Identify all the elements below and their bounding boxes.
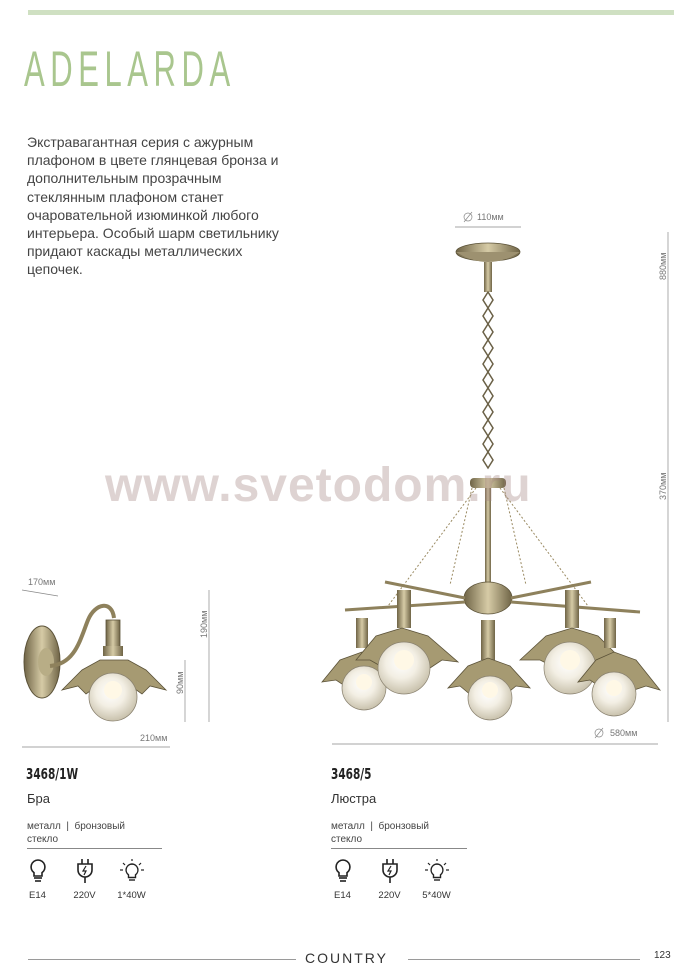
chandelier-divider	[331, 848, 467, 849]
chandelier-min-height-label: 370мм	[658, 472, 668, 500]
wall-lamp-voltage-label: 220V	[73, 890, 96, 901]
watermark: www.svetodom.ru	[105, 459, 532, 512]
footer-section-name: COUNTRY	[305, 950, 388, 966]
chandelier-type: Люстра	[331, 791, 377, 806]
chandelier-voltage-label: 220V	[378, 890, 401, 901]
chandelier-diameter-label: 580мм	[610, 728, 638, 738]
plug-icon	[75, 858, 95, 884]
chandelier-socket-label: E14	[334, 890, 351, 901]
wall-lamp-specs	[14, 858, 155, 901]
wall-lamp-power-label: 1*40W	[117, 890, 146, 901]
chandelier-spec-socket	[319, 858, 366, 901]
chandelier-canopy-label: 110мм	[477, 212, 504, 222]
series-description: Экстравагантная серия с ажурным плафоном в цвете глянцевая бронза и дополнительным прозрачным стеклянным плафоном станет очаровательной изюминкой любого интерьера. Особый шарм светильнику придают каскады металлических цепочек.	[27, 134, 279, 278]
chandelier-power-label: 5*40W	[422, 890, 451, 901]
wall-lamp-spec-socket	[14, 858, 61, 901]
bulb-icon	[28, 858, 48, 884]
wall-lamp-material-line1: металл | бронзовый	[27, 821, 126, 832]
footer-rule-right	[408, 959, 640, 960]
lamp-power-icon	[119, 858, 145, 884]
chandelier-specs	[319, 858, 460, 901]
chandelier-max-height-label: 880мм	[658, 252, 668, 280]
chandelier-material	[331, 820, 429, 846]
bulb-icon	[333, 858, 353, 884]
wall-lamp-type: Бра	[27, 791, 50, 806]
wall-lamp-shade-label: 90мм	[175, 671, 185, 694]
chandelier-material-line2: стекло	[331, 834, 363, 845]
wall-lamp-material-line2: стекло	[27, 834, 59, 845]
plug-icon	[380, 858, 400, 884]
wall-lamp-socket-label: E14	[29, 890, 46, 901]
footer-rule-left	[28, 959, 296, 960]
chandelier-code: 3468/5	[331, 765, 372, 783]
chandelier-spec-voltage	[366, 858, 413, 901]
series-title: ADELARDA	[24, 41, 236, 97]
wall-lamp-width-label: 210мм	[140, 733, 168, 743]
wall-lamp-code: 3468/1W	[26, 765, 79, 783]
wall-lamp-image	[24, 606, 166, 721]
wall-lamp-divider	[27, 848, 162, 849]
wall-lamp-height-label: 190мм	[199, 610, 209, 638]
page-number: 123	[654, 950, 671, 961]
chandelier-spec-power	[413, 858, 460, 901]
wall-lamp-spec-power	[108, 858, 155, 901]
wall-lamp-spec-voltage	[61, 858, 108, 901]
wall-lamp-depth-label: 170мм	[28, 577, 56, 587]
lamp-power-icon	[424, 858, 450, 884]
wall-lamp-material	[27, 820, 125, 846]
chandelier-material-line1: металл | бронзовый	[331, 821, 430, 832]
